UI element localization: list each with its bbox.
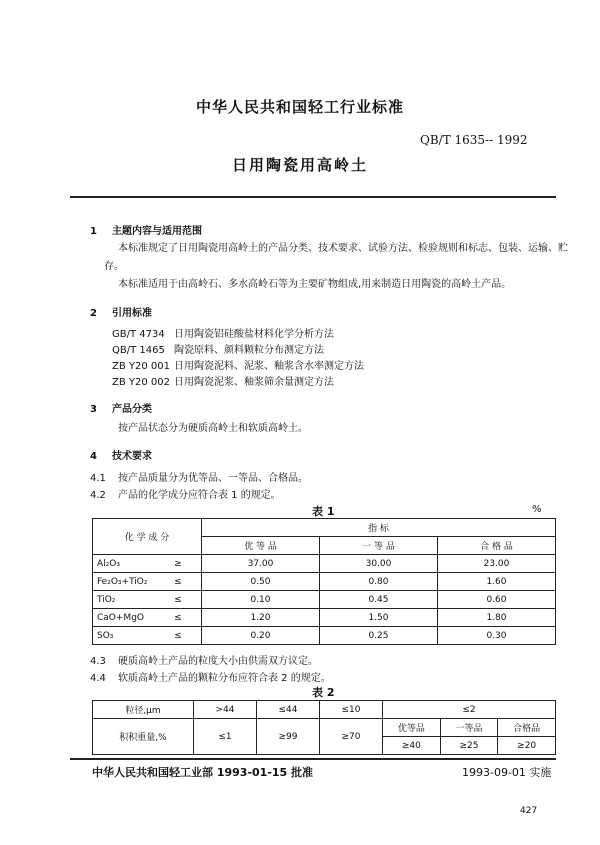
table-1-unit: % [532,504,542,515]
table-row [93,591,556,609]
mass-cell: ≥99 [257,719,320,755]
header-divider [70,196,556,198]
grade-value: 1.80 [438,609,556,627]
section-number: 2 [90,308,97,319]
grade-header: 优 等 品 [202,537,320,555]
approval-line: 中华人民共和国轻工业部 1993-01-15 批准 [92,766,314,779]
particle-distribution-table [92,700,556,755]
table-row [93,701,556,719]
grade-value: ≥25 [440,737,498,755]
limit-sign: ≤ [170,591,201,609]
clause-number: 4.4 [90,673,106,684]
grade-value: ≥40 [383,737,441,755]
component-name: Fe₂O₃+TiO₂ [93,573,171,591]
reference-item [112,341,324,356]
reference-title: 日用陶瓷泥浆、釉浆筛余量测定方法 [174,377,334,388]
grade-header: 一等品 [440,719,498,737]
clause-4-1 [90,469,308,484]
section-1-para-1-line-2: 存。 [104,261,124,272]
limit-sign: ≤ [170,609,201,627]
component-name: Al₂O₃ [93,555,171,573]
section-1-heading [90,222,202,237]
table-row [93,609,556,627]
section-title: 技术要求 [112,451,152,462]
mass-cell: ≤1 [194,719,257,755]
section-1-para-2: 本标准适用于由高岭石、多水高岭石等为主要矿物组成,用来制造日用陶瓷的高岭土产品。 [118,279,512,290]
section-title: 主题内容与适用范围 [112,226,202,237]
grade-value: ≥20 [498,737,556,755]
clause-text: 软质高岭土产品的颗粒分布应符合表 2 的规定。 [118,673,331,684]
size-cell: >44 [194,701,257,719]
page-number: 427 [520,806,538,816]
grade-value: 0.25 [320,627,438,645]
clause-4-3 [90,652,318,667]
row-label: 积积重量,% [93,719,194,755]
reference-title: 日用陶瓷泥料、泥浆、釉浆含水率测定方法 [174,361,364,372]
limit-sign: ≤ [170,573,201,591]
clause-4-2 [90,486,281,501]
reference-item [112,325,334,340]
grade-value: 0.45 [320,591,438,609]
table-2-caption: 表 2 [312,686,335,699]
grade-value: 0.10 [202,591,320,609]
reference-code: GB/T 4734 [112,329,165,340]
grade-header: 合 格 品 [438,537,556,555]
clause-text: 产品的化学成分应符合表 1 的规定。 [118,490,281,501]
reference-item [112,357,364,372]
component-name: CaO+MgO [93,609,171,627]
chemical-composition-table [92,518,556,645]
grade-value: 0.80 [320,573,438,591]
section-number: 3 [90,404,97,415]
limit-sign: ≤ [170,627,201,645]
grade-value: 1.50 [320,609,438,627]
section-title: 产品分类 [112,404,152,415]
standard-category-title: 中华人民共和国轻工行业标准 [195,98,404,116]
reference-item [112,373,334,388]
reference-code: QB/T 1465 [112,345,165,356]
grade-header: 合格品 [498,719,556,737]
grade-value: 30.00 [320,555,438,573]
reference-title: 陶瓷原料、颜料颗粒分布测定方法 [174,345,324,356]
component-name: SO₃ [93,627,171,645]
clause-text: 按产品质量分为优等品、一等品、合格品。 [118,473,308,484]
grade-value: 0.50 [202,573,320,591]
grade-value: 1.60 [438,573,556,591]
section-number: 1 [90,226,97,237]
clause-number: 4.2 [90,490,106,501]
grade-header: 优等品 [383,719,441,737]
section-number: 4 [90,451,97,462]
section-2-heading [90,304,152,319]
row-label: 粒径,μm [93,701,194,719]
grade-value: 0.20 [202,627,320,645]
clause-number: 4.3 [90,656,106,667]
component-name: TiO₂ [93,591,171,609]
section-4-heading [90,447,152,462]
table-1-caption: 表 1 [312,505,335,518]
grade-header: 一 等 品 [320,537,438,555]
section-3-para: 按产品状态分为硬质高岭土和软质高岭土。 [118,423,308,434]
header-component: 化 学 成 分 [93,519,202,555]
table-row [93,555,556,573]
footer-divider [70,758,556,760]
grade-value: 0.30 [438,627,556,645]
table-row [93,627,556,645]
clause-text: 硬质高岭土产品的粒度大小由供需双方议定。 [118,656,318,667]
table-row [93,573,556,591]
reference-code: ZB Y20 002 [112,377,170,388]
grade-value: 23.00 [438,555,556,573]
reference-title: 日用陶瓷铝硅酸盐材料化学分析方法 [174,329,334,340]
grade-value: 1.20 [202,609,320,627]
section-1-para-1-line-1: 本标准规定了日用陶瓷用高岭土的产品分类、技术要求、试验方法、检验规则和标志、包装、运输、贮 [118,243,568,254]
size-cell: ≤10 [320,701,383,719]
grade-value: 0.60 [438,591,556,609]
clause-4-4 [90,669,331,684]
clause-number: 4.1 [90,473,106,484]
reference-code: ZB Y20 001 [112,361,170,372]
mass-cell: ≥70 [320,719,383,755]
table-row [93,719,556,737]
implementation-date: 1993-09-01 实施 [462,766,552,779]
document-title: 日用陶瓷用高岭土 [231,156,368,174]
grade-value: 37.00 [202,555,320,573]
standard-code: QB/T 1635-- 1992 [420,133,528,147]
size-cell: ≤44 [257,701,320,719]
limit-sign: ≥ [170,555,201,573]
header-index: 指 标 [202,519,556,537]
section-3-heading [90,400,152,415]
section-title: 引用标准 [112,308,152,319]
size-cell: ≤2 [383,701,556,719]
